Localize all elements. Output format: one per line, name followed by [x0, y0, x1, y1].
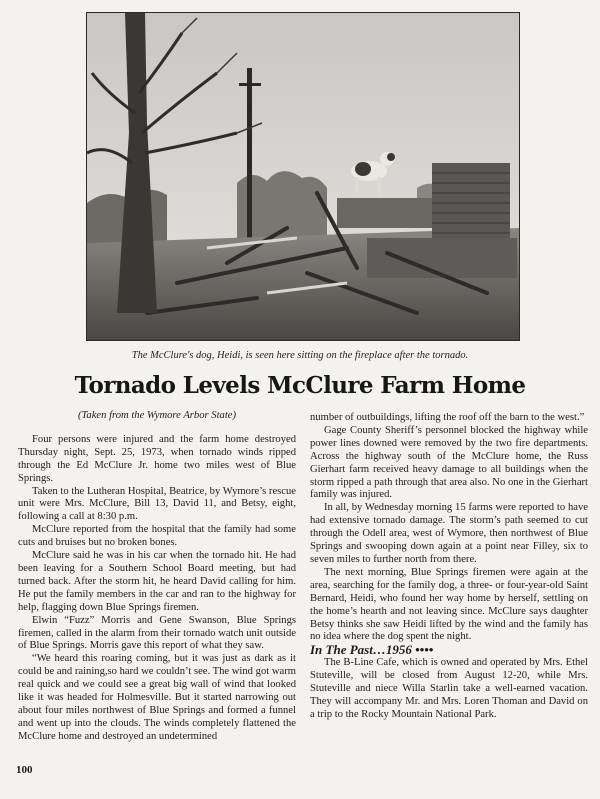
article-paragraph: Taken to the Lutheran Hospital, Beatrice, by Wymore’s rescue unit were Mrs. McClure, Bill 13, David 11, and Betsy, eight, following a call at 8:30 p.m. [18, 485, 296, 523]
article-paragraph: “We heard this roaring coming, but it was just as dark as it could be and raining,so hard we couldn’t see. The wind got warm real quick and we could see a great big wall of wind that looked like it was headed for Holmesville. But it started narrowing out about four miles northwest of Blue Springs and formed a funnel and went up into the clouds. The winds completely flattened the McClure home and destroyed an undetermined [18, 653, 296, 742]
tornado-damage-photo [86, 12, 520, 341]
article-left-column [18, 410, 296, 744]
article-paragraph: Elwin “Fuzz” Morris and Gene Swanson, Blue Springs firemen, called in the alarm from their tornado watch unit outside of Blue Springs. Morris gave this report of what they saw. [18, 614, 296, 652]
article-right-column [310, 412, 588, 722]
article-headline: Tornado Levels McClure Farm Home [74, 372, 526, 399]
photo-caption: The McClure's dog, Heidi, is seen here sitting on the fireplace after the tornado. [131, 350, 469, 361]
article-paragraph: McClure said he was in his car when the tornado hit. He had been leaving for a Southern School Board meeting, but had turned back. After the storm hit, he heard David calling for him. He put the family members in the car and ran to the highway for help, flagging down Blue Springs firemen. [18, 550, 296, 613]
page-number: 100 [16, 764, 33, 776]
article-paragraph: McClure reported from the hospital that the family had some cuts and bruises but no broken bones. [18, 524, 296, 549]
article-paragraph: The next morning, Blue Springs firemen were again at the area, searching for the family dog, a three- or four-year-old Saint Bernard, Heidi, who found her way home by herself, settling on the home’s hearth and not leaving since. McClure says daughter Betsy thinks she saw Heidi lifted by the wind and the family has no idea where the dog spent the night. [310, 566, 588, 643]
article-paragraph: In all, by Wednesday morning 15 farms were reported to have had extensive tornado damage. The storm’s path seemed to cut through the Odell area, west of Wymore, then northwest of Blue Springs and swooping down again at a point near Filley, six to seven miles to further north from there. [310, 502, 588, 565]
in-the-past-heading: In The Past…1956 •••• [310, 642, 434, 658]
article-continuation: number of outbuildings, lifting the roof off the barn to the west.” [310, 412, 585, 423]
in-the-past-paragraph: The B-Line Cafe, which is owned and operated by Mrs. Ethel Stuteville, will be closed from August 12-20, while Mrs. Stuteville and niece Willa Starlin take a well-earned vacation. They will accompany Mr. and Mrs. Loren Thoman and David on a trip to the Rocky Mountain National Park. [310, 657, 588, 720]
article-paragraph: Four persons were injured and the farm home destroyed Thursday night, Sept. 25, 1973, when tornado winds ripped through the Ed McClure Jr. home two miles west of Blue Springs. [18, 433, 296, 484]
photo-illustration [87, 13, 519, 340]
article-source: (Taken from the Wymore Arbor State) [77, 410, 236, 421]
article-paragraph: Gage County Sheriff’s personnel blocked the highway while power lines downed were removed by the two fire departments. Across the highway south of the McClure home, the Russ Gierhart farm received heavy damage to all buildings when the storm ripped a path through that area also. No one in the Gierhart family was injured. [310, 424, 588, 501]
